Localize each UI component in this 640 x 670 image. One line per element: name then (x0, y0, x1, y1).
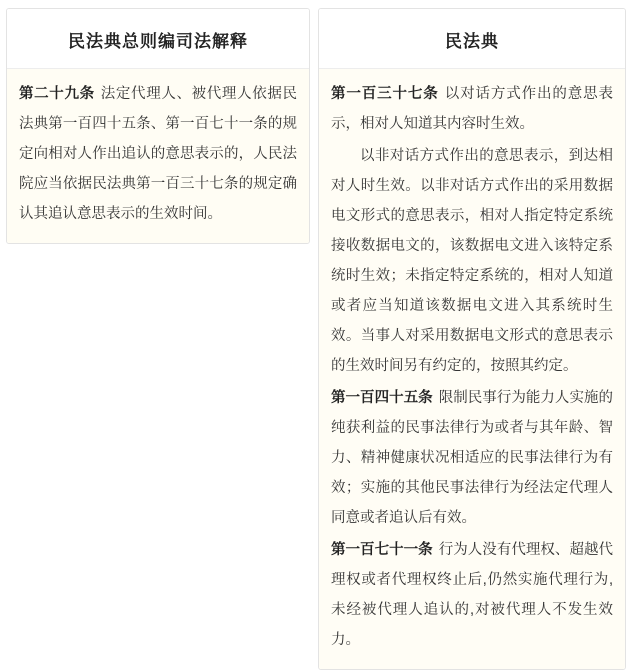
article-text: 法定代理人、被代理人依据民法典第一百四十五条、第一百七十一条的规定向相对人作出追认的意思表示的，人民法院应当依据民法典第一百三十七条的规定确认其追认意思表示的生效时间。 (19, 86, 298, 222)
article-paragraph (331, 383, 613, 533)
article-number: 第一百四十五条 (331, 390, 433, 406)
column-title-left: 民法典总则编司法解释 (7, 9, 309, 69)
column-body-left (7, 69, 309, 243)
article-number: 第一百七十一条 (331, 542, 433, 558)
column-civil-code (318, 8, 626, 670)
column-body-right (319, 69, 625, 669)
article-paragraph (331, 535, 613, 655)
column-title-right: 民法典 (319, 9, 625, 69)
column-judicial-interpretation (6, 8, 310, 244)
article-paragraph-continued (331, 141, 613, 381)
article-text: 行为人没有代理权、超越代理权或者代理权终止后,仍然实施代理行为,未经被代理人追认的,对被代理人不发生效力。 (331, 542, 614, 648)
article-text: 以对话方式作出的意思表示，相对人知道其内容时生效。 (331, 86, 614, 132)
article-text: 限制民事行为能力人实施的纯获利益的民事法律行为或者与其年龄、智力、精神健康状况相适应的民事法律行为有效；实施的其他民事法律行为经法定代理人同意或者追认后有效。 (331, 390, 614, 526)
article-number: 第二十九条 (19, 86, 95, 102)
article-number: 第一百三十七条 (331, 86, 439, 102)
article-paragraph (331, 79, 613, 139)
article-text: 以非对话方式作出的意思表示，到达相对人时生效。以非对话方式作出的采用数据电文形式的意思表示，相对人指定特定系统接收数据电文的，该数据电文进入该特定系统时生效；未指定特定系统的，相对人知道或者应当知道该数据电文进入其系统时生效。当事人对采用数据电文形式的意思表示的生效时间另有约定的，按照其约定。 (331, 148, 613, 374)
article-paragraph (19, 79, 297, 229)
